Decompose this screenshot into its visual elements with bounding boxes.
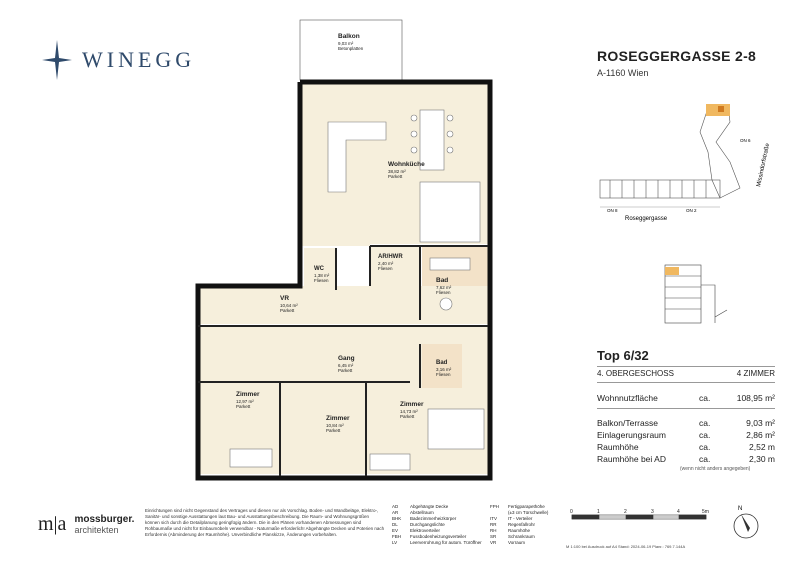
address-title: ROSEGGERGASSE 2-8 — [597, 48, 757, 64]
scale-tick: 4 — [677, 509, 680, 515]
room-zimmer1-floor: Parkett — [236, 404, 251, 409]
site-plan — [590, 92, 790, 232]
room-zimmer3-floor: Parkett — [400, 414, 415, 419]
section-diagram — [655, 255, 735, 325]
height-note: (wenn nicht anders angegeben) — [680, 466, 751, 472]
storage-ca: ca. — [699, 430, 711, 440]
room-zimmer1-name: Zimmer — [236, 391, 260, 398]
architect-sub: architekten — [74, 525, 119, 535]
room-balkon-area: 9,03 m² — [338, 41, 354, 46]
balcony-row — [597, 418, 775, 428]
height-label: Raumhöhe — [597, 442, 639, 452]
area-row — [597, 393, 775, 403]
room-zimmer1-area: 12,97 m² — [236, 399, 254, 404]
legend-row: BHK Badezimmerheizkörper — [392, 516, 457, 521]
scale-bar — [566, 505, 716, 529]
floor-plan — [190, 14, 500, 484]
north-label: N — [738, 506, 743, 512]
legend-row: DL Durchgangslichte — [392, 522, 445, 527]
height-ca: ca. — [699, 442, 711, 452]
room-zimmer3-area: 14,73 m² — [400, 409, 418, 414]
disclaimer: Einrichtungen sind nicht Gegenstand des Vertrages und dienen nur als Vorschlag. Boden- und Wandbeläge, Elektro-, Sanitär- und sonstige Ausstattungen laut Bau- und Ausstattungsbeschreibung. Die Raum- und Wohnungsgrößen können sich durch die Detailplanung geringfügig ändern. Die in den Plänen vorhandenen Abmessungen sind Rohbaumaße und nicht für Einbaumöbeln verwendbar - Naturmaße erforderlich! Abgehängte Decken und Poterien nach Erfordernis (Abminderung der Raumhöhe). Unverbindliche Planskizze, Änderungen vorbehalten. — [145, 508, 385, 537]
room-vr-area: 10,64 m² — [280, 303, 298, 308]
brand-logo — [42, 40, 195, 80]
legend-row: FBH Fussbodenheizungsverteiler — [392, 534, 467, 539]
street-bottom: Roseggergasse — [625, 216, 668, 222]
room-bad1-name: Bad — [436, 277, 449, 284]
legend-row: AR Abstellraum — [392, 510, 434, 515]
north-arrow-icon — [728, 502, 764, 542]
room-zimmer2-name: Zimmer — [326, 415, 350, 422]
divider — [597, 366, 775, 367]
storage-row — [597, 430, 775, 440]
legend-row: ITV IT - Verteiler — [490, 516, 533, 521]
area-label: Wohnnutzfläche — [597, 393, 658, 403]
room-zimmer2-floor: Parkett — [326, 428, 341, 433]
plan-meta: M 1:100 bei Ausdruck auf A4 Stand: 2024-06-19 Planr.: 769.7.144A — [566, 544, 686, 549]
brand-name: WINEGG — [82, 47, 196, 72]
room-ar-area: 2,40 m² — [378, 261, 394, 266]
room-bad2-name: Bad — [436, 360, 448, 366]
room-zimmer2-area: 10,84 m² — [326, 423, 344, 428]
legend-row: SR Schrankraum — [490, 534, 535, 539]
room-bad2-area: 3,16 m² — [436, 367, 452, 372]
height-ad-value: 2,30 m — [749, 454, 775, 464]
balcony-value: 9,03 m² — [746, 418, 775, 428]
legend-col-2 — [490, 504, 560, 546]
ma-mark-icon: m|a — [38, 513, 67, 535]
room-wohnkueche-name: Wohnküche — [388, 161, 425, 168]
divider — [597, 408, 775, 409]
storage-label: Einlagerungsraum — [597, 430, 666, 440]
legend-row: (±3 cm Türschwelle) — [508, 510, 549, 515]
area-ca: ca. — [699, 393, 711, 403]
room-vr-floor: Parkett — [280, 308, 295, 313]
unit-title: Top 6/32 — [597, 348, 649, 363]
room-balkon-name: Balkon — [338, 33, 360, 40]
on8-label: ON 8 — [607, 208, 618, 213]
room-ar-floor: Fliesen — [378, 266, 393, 271]
balcony-label: Balkon/Terrasse — [597, 418, 658, 428]
room-wohnkueche-floor: Parkett — [388, 174, 403, 179]
architect-name: mossburger. — [74, 514, 135, 525]
scale-tick: 0 — [570, 509, 573, 515]
scale-tick: 5m — [702, 509, 709, 515]
unit-floor: 4. OBERGESCHOSS — [597, 369, 674, 378]
room-bad2-floor: Fliesen — [436, 372, 451, 377]
compass-star-icon — [42, 40, 72, 80]
storage-value: 2,86 m² — [746, 430, 775, 440]
room-wc-name: WC — [314, 266, 324, 272]
room-balkon-floor: Betonplatten — [338, 46, 364, 51]
room-wc-floor: Fliesen — [314, 278, 329, 283]
area-value: 108,95 m² — [736, 393, 775, 403]
legend-row: LV Leerverrohrung für autom. Türöffner — [392, 540, 482, 545]
room-gang-floor: Parkett — [338, 368, 353, 373]
balcony-ca: ca. — [699, 418, 711, 428]
room-wc-area: 1,38 m² — [314, 273, 330, 278]
architect-logo — [38, 513, 134, 536]
room-vr-name: VR — [280, 295, 290, 302]
room-zimmer3-name: Zimmer — [400, 401, 424, 408]
legend-row: EV Elektroverteiler — [392, 528, 441, 533]
scale-tick: 1 — [597, 509, 600, 515]
height-value: 2,52 m — [749, 442, 775, 452]
address-city: A-1160 Wien — [597, 68, 649, 78]
on2-label: ON 2 — [686, 208, 697, 213]
room-bad1-floor: Fliesen — [436, 290, 451, 295]
street-right: Missindorfstraße — [756, 142, 772, 188]
unit-floor-row — [597, 369, 775, 378]
scale-tick: 3 — [651, 509, 654, 515]
height-ad-ca: ca. — [699, 454, 711, 464]
divider — [597, 382, 775, 383]
legend-row: AD Abgehängte Decke — [392, 504, 449, 509]
legend-row: VR Vorraum — [490, 540, 526, 545]
height-row — [597, 442, 775, 452]
legend-row: FPH Fertigparapethöhe — [490, 504, 545, 509]
scale-tick: 2 — [624, 509, 627, 515]
room-bad1-area: 7,62 m² — [436, 285, 452, 290]
legend-row: RR Regenfallrohr — [490, 522, 536, 527]
unit-rooms: 4 ZIMMER — [736, 369, 775, 378]
room-gang-area: 6,45 m² — [338, 363, 354, 368]
height-ad-label: Raumhöhe bei AD — [597, 454, 666, 464]
room-gang-name: Gang — [338, 355, 355, 362]
height-ad-row — [597, 454, 775, 464]
legend-col-1 — [392, 504, 490, 546]
on6-label: ON 6 — [740, 138, 751, 143]
legend-row: RH Raumhöhe — [490, 528, 531, 533]
room-wohnkueche-area: 38,82 m² — [388, 169, 406, 174]
room-ar-name: AR/HWR — [378, 254, 403, 260]
